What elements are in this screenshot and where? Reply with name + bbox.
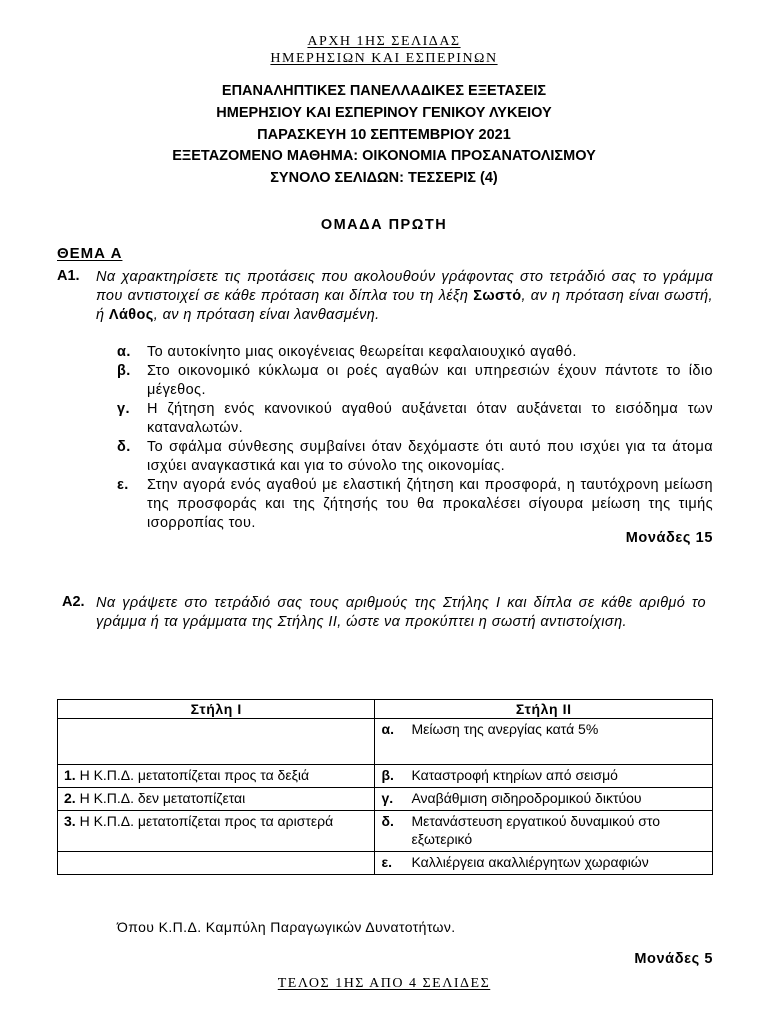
a1-item-letter: ε. [117,477,129,493]
page-footer: ΤΕΛΟΣ 1ΗΣ ΑΠΟ 4 ΣΕΛΙΔΕΣ [277,976,491,991]
table-row [58,788,713,811]
a1-word-true: Σωστό [473,288,522,304]
a2-marks: Μονάδες 5 [634,951,713,967]
column-2-letter: γ. [381,790,394,806]
column-2-cell [375,788,713,811]
column-1-header: Στήλη Ι [58,700,375,719]
column-2-cell [375,852,713,875]
table-header-row [58,700,713,719]
column-2-entry [381,789,706,807]
a1-item-text: Στην αγορά ενός αγαθού με ελαστική ζήτηση και προσφορά, η ταυτόχρονη μείωση της προσφοράς και της ζήτησής του θα προκαλέσει σίγουρα μείωση της τιμής ισορροπίας του. [147,477,713,531]
column-2-entry [381,720,706,738]
a1-word-false: Λάθος [108,307,154,323]
column-2-text: Καλλιέργεια ακαλλιέργητων χωραφιών [411,854,649,870]
column-2-letter: α. [381,721,394,737]
column-1-cell [58,811,375,852]
a1-item-list [117,343,713,533]
exam-title-2: ΗΜΕΡΗΣΙΟΥ ΚΑΙ ΕΣΠΕΡΙΝΟΥ ΓΕΝΙΚΟΥ ΛΥΚΕΙΟΥ [216,105,552,121]
column-1-number: 1. [64,767,76,783]
theme-title: ΘΕΜΑ Α [57,245,123,262]
a1-item [117,400,713,438]
a1-item [117,476,713,533]
a1-instr-part-2: , αν η πρόταση είναι σωστή, ή [96,288,713,323]
page-header-line-1: ΑΡΧΗ 1ΗΣ ΣΕΛΙΔΑΣ [307,34,461,49]
column-1-text: Η Κ.Π.Δ. μετατοπίζεται προς τα δεξιά [79,767,310,783]
column-1-text: Η Κ.Π.Δ. μετατοπίζεται προς τα αριστερά [79,813,334,829]
group-title: ΟΜΑΔΑ ΠΡΩΤΗ [320,217,448,233]
a1-item-text: Το σφάλμα σύνθεσης συμβαίνει όταν δεχόμαστε ότι αυτό που ισχύει για τα άτομα ισχύει αναγκαστικά και για το σύνολο της οικονομίας. [147,439,713,474]
a1-instructions [96,268,713,325]
column-1-number: 3. [64,813,76,829]
exam-subject: ΕΞΕΤΑΖΟΜΕΝΟ ΜΑΘΗΜΑ: ΟΙΚΟΝΟΜΙΑ ΠΡΟΣΑΝΑΤΟΛΙΣΜΟΥ [172,148,596,164]
a1-item [117,362,713,400]
column-1-cell [58,852,375,875]
a2-label: Α2. [62,594,85,610]
a1-item-letter: β. [117,363,131,379]
a1-item-text: Στο οικονομικό κύκλωμα οι ροές αγαθών και υπηρεσιών έχουν πάντοτε το ίδιο μέγεθος. [147,363,713,398]
table-row [58,765,713,788]
column-2-text: Μείωση της ανεργίας κατά 5% [411,721,599,737]
table-row [58,811,713,852]
a1-marks: Μονάδες 15 [625,530,713,546]
kpd-note: Όπου Κ.Π.Δ. Καμπύλη Παραγωγικών Δυνατοτήτων. [117,919,456,935]
column-2-entry [381,766,706,784]
column-1-number: 2. [64,790,76,806]
a1-item-letter: γ. [117,401,130,417]
page-header-line-2: ΗΜΕΡΗΣΙΩΝ ΚΑΙ ΕΣΠΕΡΙΝΩΝ [270,51,498,66]
column-2-cell [375,719,713,765]
column-1-cell [58,788,375,811]
a1-item-text: Η ζήτηση ενός κανονικού αγαθού αυξάνεται όταν αυξάνεται το εισόδημα των καταναλωτών. [147,401,713,436]
a1-item [117,343,713,362]
column-1-entry [64,789,368,807]
table-row [58,719,713,765]
column-2-text: Καταστροφή κτηρίων από σεισμό [411,767,618,783]
column-2-letter: ε. [381,854,393,870]
a1-item [117,438,713,476]
column-1-cell [58,765,375,788]
a1-label: Α1. [57,268,80,284]
table-row [58,852,713,875]
a1-item-letter: α. [117,344,131,360]
a1-item-text: Το αυτοκίνητο μιας οικογένειας θεωρείται κεφαλαιουχικό αγαθό. [147,344,577,360]
a1-item-letter: δ. [117,439,131,455]
column-2-letter: β. [381,767,394,783]
exam-page-count: ΣΥΝΟΛΟ ΣΕΛΙΔΩΝ: ΤΕΣΣΕΡΙΣ (4) [270,170,498,186]
column-2-cell [375,765,713,788]
a1-instr-part-3: , αν η πρόταση είναι λανθασμένη. [153,307,380,323]
column-2-entry [381,812,706,848]
column-1-entry [64,766,368,784]
column-2-header: Στήλη ΙΙ [375,700,713,719]
a2-instructions: Να γράψετε στο τετράδιό σας τους αριθμούς της Στήλης Ι και δίπλα σε κάθε αριθμό το γράμμα ή τα γράμματα της Στήλης ΙΙ, ώστε να προκύπτει η σωστή αντιστοίχιση. [96,595,706,630]
column-1-cell [58,719,375,765]
column-2-entry [381,853,706,871]
column-2-text: Αναβάθμιση σιδηροδρομικού δικτύου [411,790,642,806]
a1-instr-part-1: Να χαρακτηρίσετε τις προτάσεις που ακολουθούν γράφοντας στο τετράδιό σας το γράμμα που αντιστοιχεί σε κάθε πρόταση και δίπλα του τη λέξη [96,269,713,304]
column-2-cell [375,811,713,852]
column-2-text: Μετανάστευση εργατικού δυναμικού στο εξωτερικό [411,813,661,847]
matching-table [57,699,713,875]
column-2-letter: δ. [381,813,394,829]
column-1-entry [64,812,368,830]
exam-date: ΠΑΡΑΣΚΕΥΗ 10 ΣΕΠΤΕΜΒΡΙΟΥ 2021 [257,127,511,143]
exam-title-1: ΕΠΑΝΑΛΗΠΤΙΚΕΣ ΠΑΝΕΛΛΑΔΙΚΕΣ ΕΞΕΤΑΣΕΙΣ [221,83,547,99]
column-1-text: Η Κ.Π.Δ. δεν μετατοπίζεται [79,790,246,806]
